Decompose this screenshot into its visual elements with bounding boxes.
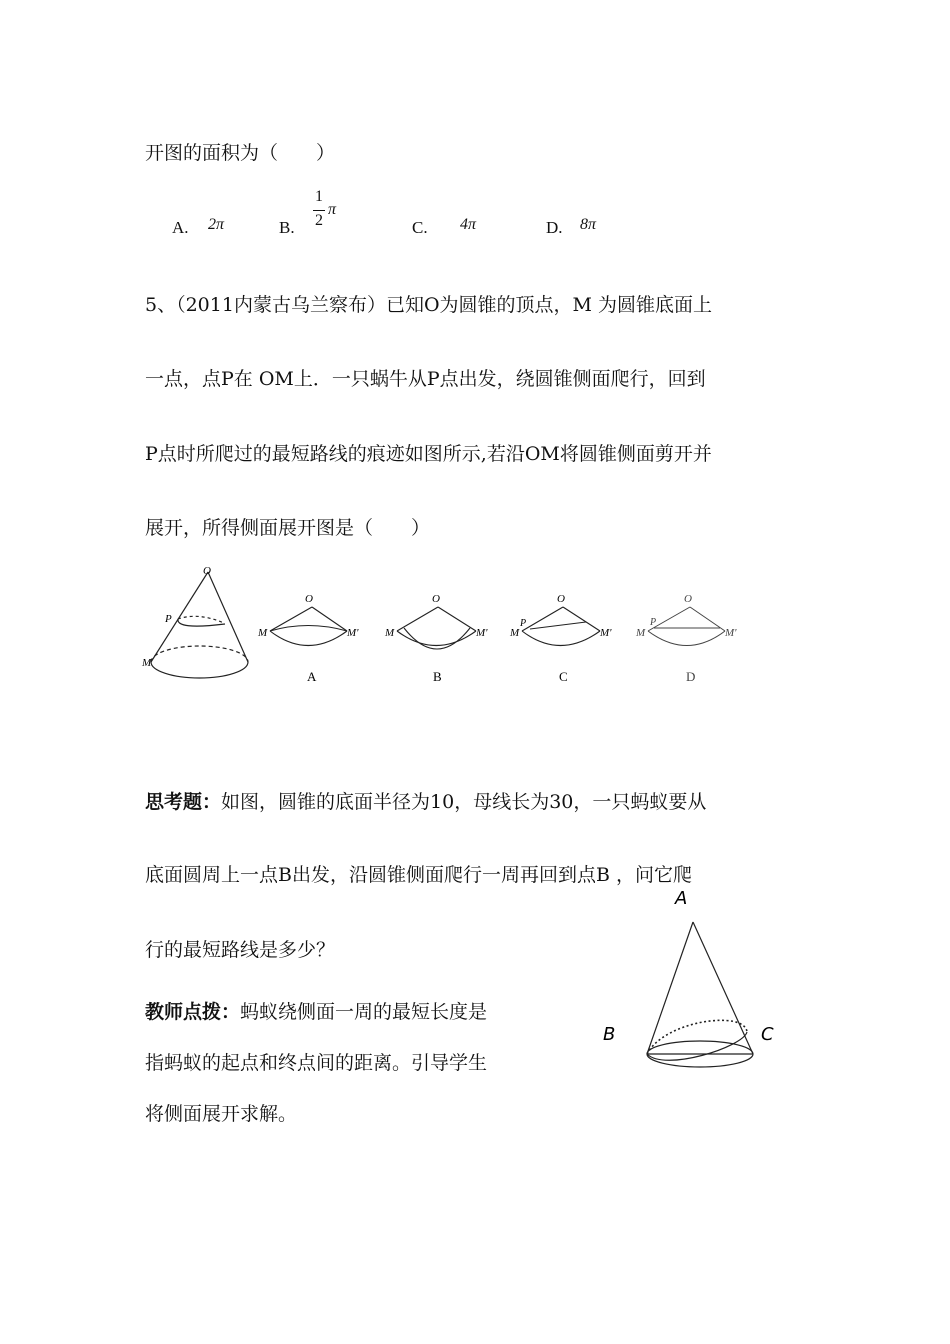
choice-a-m: M [258, 627, 268, 639]
choice-d-o: O [684, 593, 692, 605]
choice-a-m2: M' [347, 627, 359, 639]
option-b-frac-bar [313, 210, 325, 211]
ant-cone-figure [595, 882, 795, 1082]
q5-line-4: 展开，所得侧面展开图是（ ） [145, 517, 431, 539]
option-a-letter: A. [172, 218, 189, 237]
choice-b-m2: M' [476, 627, 488, 639]
choice-a-figure [270, 607, 347, 646]
think-label: 思考题： [145, 791, 222, 813]
ant-cone-label-a: A [675, 888, 688, 909]
think-line-3: 行的最短路线是多少？ [145, 939, 336, 961]
q5-line-2: 一点，点P在 OM上．一只蜗牛从P点出发，绕圆锥侧面爬行，回到 [145, 368, 706, 390]
ant-cone-label-b: B [603, 1024, 616, 1045]
choice-b-figure [397, 607, 476, 649]
choice-b-o: O [432, 593, 440, 605]
choice-c-figure [522, 607, 600, 646]
choice-b-m: M [385, 627, 395, 639]
option-d-letter: D. [546, 218, 563, 237]
cone-label-p: P [165, 613, 172, 625]
cone-label-m: M [142, 657, 152, 669]
option-b-letter: B. [279, 218, 295, 237]
choice-b-letter: B [433, 669, 442, 684]
q5-figure [140, 562, 760, 692]
ant-cone-label-c: C [761, 1024, 774, 1045]
choice-d-figure [648, 607, 725, 646]
choice-c-o: O [557, 593, 565, 605]
tip-line-2: 指蚂蚁的起点和终点间的距离。引导学生 [145, 1052, 488, 1074]
choice-d-p: P [650, 617, 657, 628]
option-d-value: 8π [580, 216, 597, 233]
choice-a-letter: A [307, 669, 317, 684]
think-line-1 [145, 787, 706, 814]
option-b-frac-num: 1 [315, 188, 323, 205]
choice-d-m: M [636, 627, 646, 639]
tip-text-1: 蚂蚁绕侧面一周的最短长度是 [240, 1001, 488, 1023]
q5-line-3: P点时所爬过的最短路线的痕迹如图所示,若沿OM将圆锥侧面剪开并 [145, 443, 712, 465]
choice-d-letter: D [686, 669, 696, 684]
q5-line-1: 5、（2011内蒙古乌兰察布）已知O为圆锥的顶点，M 为圆锥底面上 [145, 294, 713, 316]
think-line-2: 底面圆周上一点B出发，沿圆锥侧面爬行一周再回到点B ，问它爬 [145, 864, 692, 886]
ant-cone-body [647, 922, 753, 1067]
q4-tail-text: 开图的面积为（ ） [145, 142, 336, 164]
option-c-value: 4π [460, 216, 477, 233]
choice-c-letter: C [559, 669, 568, 684]
choice-c-p: P [520, 618, 527, 629]
tip-label: 教师点拨： [145, 1001, 241, 1023]
choice-a-o: O [305, 593, 313, 605]
choice-d-m2: M' [725, 627, 737, 639]
choice-c-m2: M' [600, 627, 612, 639]
option-b-pi: π [328, 201, 337, 218]
option-b-frac-den: 2 [315, 212, 323, 229]
option-c-letter: C. [412, 218, 428, 237]
think-text-1: 如图，圆锥的底面半径为10，母线长为30，一只蚂蚁要从 [221, 791, 707, 813]
choice-c-m: M [510, 627, 520, 639]
cone-label-o: O [203, 565, 211, 577]
option-a-value: 2π [208, 216, 225, 233]
tip-line-3: 将侧面展开求解。 [145, 1103, 298, 1125]
tip-line-1 [145, 997, 487, 1024]
